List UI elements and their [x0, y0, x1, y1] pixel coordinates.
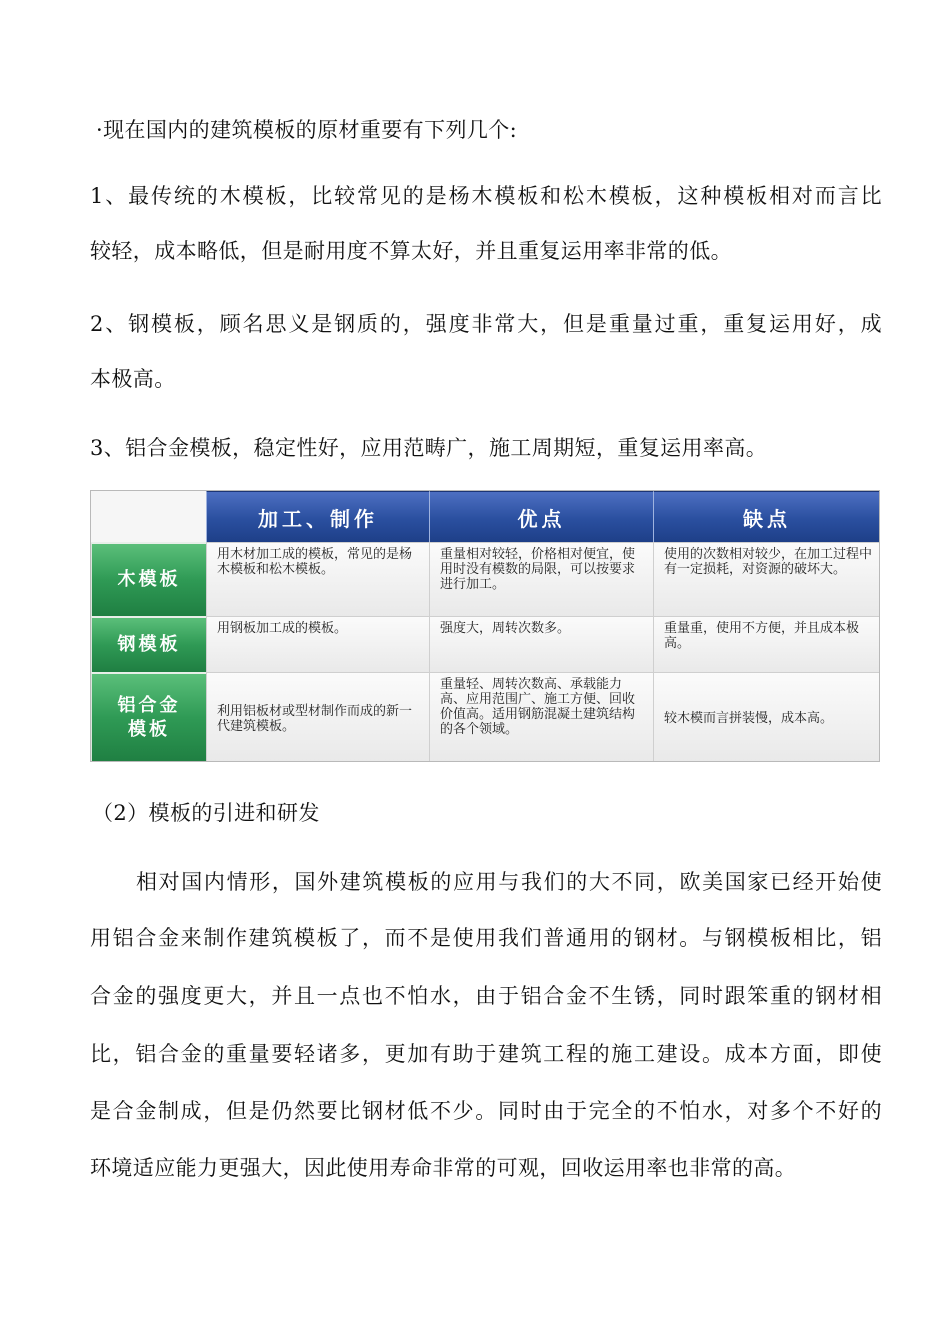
cell-aluminum-cons-text: 较木模而言拼装慢，成本高。: [664, 711, 834, 726]
section-title: （2）模板的引进和研发: [92, 801, 320, 825]
cell-aluminum-pros: 重量轻、周转次数高、承载能力高、应用范围广、施工方便、回收价值高。适用钢筋混凝土建筑结构的各个领域。: [429, 672, 653, 762]
item-2-line-2: 本极高。: [90, 367, 176, 391]
paragraph-line-5: 是合金制成，但是仍然要比钢材低不少。同时由于完全的不怕水，对多个不好的: [90, 1099, 882, 1123]
paragraph-line-6: 环境适应能力更强大，因此使用寿命非常的可观，回收运用率也非常的高。: [90, 1156, 797, 1180]
header-cons: 缺点: [653, 490, 880, 542]
row-head-aluminum-line-1: 铝合金: [117, 695, 181, 716]
item-1-line-2: 较轻，成本略低，但是耐用度不算太好，并且重复运用率非常的低。: [90, 239, 732, 263]
cell-aluminum-make: [206, 672, 429, 762]
row-head-wood: 木模板: [90, 542, 206, 616]
cell-steel-pros: 强度大，周转次数多。: [429, 616, 653, 672]
cell-wood-make: 用木材加工成的模板，常见的是杨木模板和松木模板。: [206, 542, 429, 616]
cell-aluminum-cons: [653, 672, 880, 762]
header-pros: 优点: [429, 490, 653, 542]
intro-line: ·现在国内的建筑模板的原材重要有下列几个:: [96, 118, 518, 142]
cell-wood-pros: 重量相对较轻，价格相对便宜，使用时没有模数的局限，可以按要求进行加工。: [429, 542, 653, 616]
cell-steel-cons: 重量重，使用不方便，并且成本极高。: [653, 616, 880, 672]
row-head-steel: 钢模板: [90, 616, 206, 672]
item-1-line-1: 1、最传统的木模板，比较常见的是杨木模板和松木模板，这种模板相对而言比: [90, 184, 882, 208]
paragraph-line-4: 比，铝合金的重量要轻诸多，更加有助于建筑工程的施工建设。成本方面，即使: [90, 1042, 882, 1066]
row-head-aluminum-line-2: 模板: [128, 719, 170, 740]
row-head-aluminum: [90, 672, 206, 762]
cell-steel-make: 用钢板加工成的模板。: [206, 616, 429, 672]
paragraph-line-3: 合金的强度更大，并且一点也不怕水，由于铝合金不生锈，同时跟笨重的钢材相: [90, 984, 882, 1008]
table-corner: [90, 490, 206, 542]
comparison-table: [90, 490, 880, 762]
header-make: 加工、制作: [206, 490, 429, 542]
item-2-line-1: 2、钢模板，顾名思义是钢质的，强度非常大，但是重量过重，重复运用好，成: [90, 312, 882, 336]
paragraph-line-2: 用铝合金来制作建筑模板了，而不是使用我们普通用的钢材。与钢模板相比，铝: [90, 926, 882, 950]
paragraph-line-1: 相对国内情形，国外建筑模板的应用与我们的大不同，欧美国家已经开始使: [136, 870, 882, 894]
cell-wood-cons: 使用的次数相对较少，在加工过程中有一定损耗，对资源的破坏大。: [653, 542, 880, 616]
cell-aluminum-make-text: 利用铝板材或型材制作而成的新一代建筑模板。: [217, 703, 413, 734]
item-3-line-1: 3、铝合金模板，稳定性好，应用范畴广，施工周期短，重复运用率高。: [90, 436, 768, 460]
